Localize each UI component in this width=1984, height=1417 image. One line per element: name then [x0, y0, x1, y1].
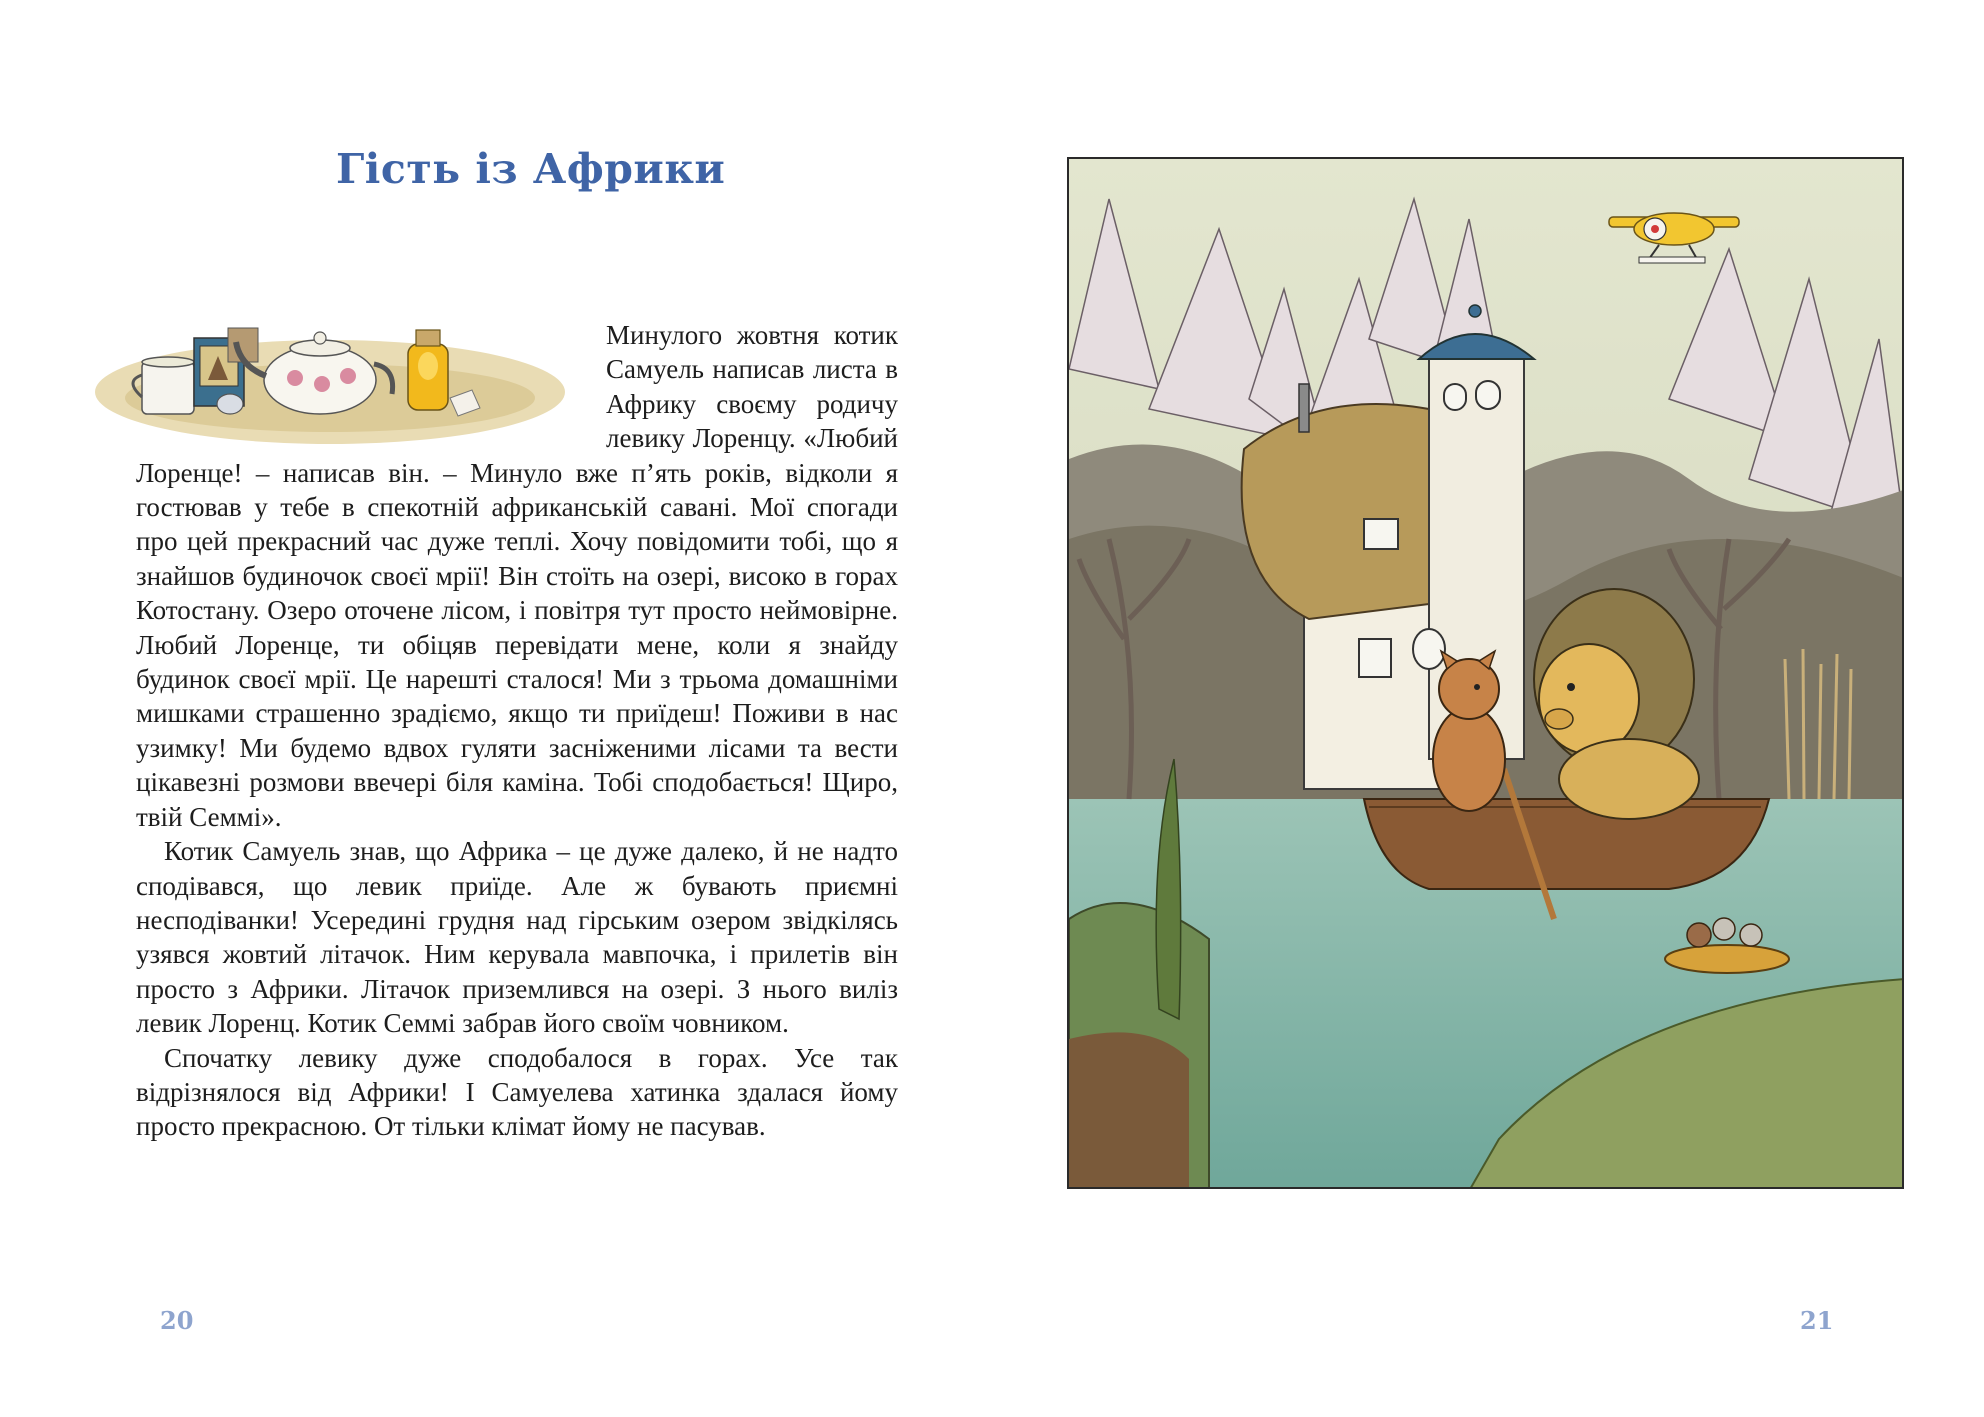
cat: [1433, 651, 1505, 811]
page-number-right: 21: [1800, 1306, 1834, 1335]
paragraph: Котик Самуель знав, що Африка – це дуже далеко, й не надто сподівався, що левик приїде. Але ж бувають приємні несподіванки! Усередині грудня над гірським озером звідкілясь узявся жовтий літачок. Ним керувала мавпочка, і прилетів він просто з Африки. Літачок приземлився на озері. З нього виліз левик Лоренц. Котик Семмі забрав його своїм човником.: [136, 836, 898, 1039]
chapter-title: Гість із Африки: [336, 145, 726, 193]
lake-illustration: [1067, 157, 1904, 1189]
paragraph: Спочатку левику дуже сподобалося в горах. Усе так відрізнялося від Африки! І Самуелева хатинка здалася йому просто прекрасною. От тільки клімат йому не пасував.: [136, 1042, 898, 1142]
body-text: [136, 318, 898, 1144]
paragraph: Минулого жовтня котик Самуель написав листа в Африку своєму родичу левику Лоренцу. «Любий Лоренце! – написав він. – Минуло вже п’ять років, відколи я гостював у тебе в спекотній африканській савані. Мої спогади про цей прекрасний час дуже теплі. Хочу повідомити тобі, що я знайшов будиночок своєї мрії! Він стоїть на озері, високо в горах Котостану. Озеро оточене лісом, і повітря тут просто неймовірне. Любий Лоренце, ти обіцяв перевідати мене, коли я знайду будинок своєї мрії. Це нарешті сталося! Ми з трьома домашніми мишками страшенно зрадіємо, якщо ти приїдеш! Поживи в нас узимку! Ми будемо вдвох гуляти засніженими лісами та вести цікавезні розмови ввечері біля каміна. Тобі сподобається! Щиро, твій Семмі».: [136, 320, 898, 832]
lake-scene: [1069, 159, 1904, 1189]
page-number-left: 20: [160, 1306, 194, 1335]
lion: [1534, 589, 1699, 819]
